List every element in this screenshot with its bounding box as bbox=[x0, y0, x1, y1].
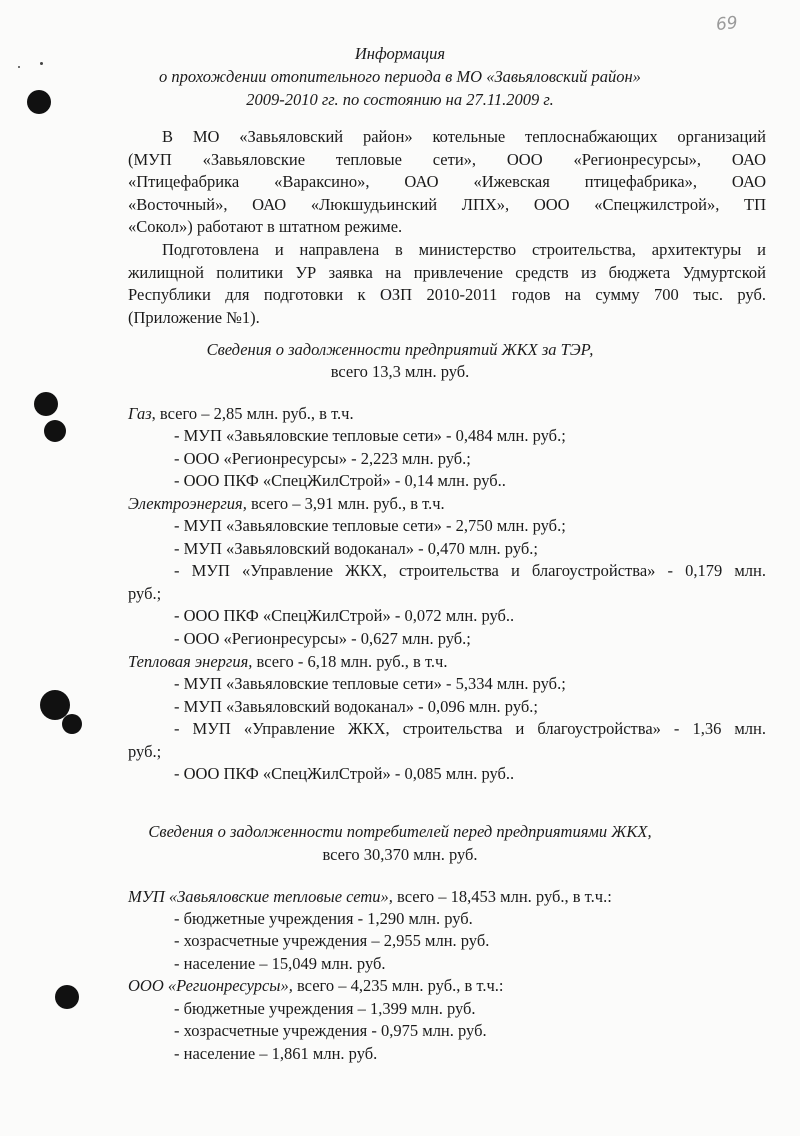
org-2-item: - население – 1,861 млн. руб. bbox=[174, 1044, 378, 1063]
document-subtitle: о прохождении отопительного периода в МО «Завьяловский район» bbox=[159, 67, 641, 86]
org-2-total: всего – 4,235 млн. руб., в т.ч.: bbox=[292, 976, 504, 995]
heat-label: Тепловая энергия, bbox=[128, 652, 253, 671]
electro-item: - ООО ПКФ «СпецЖилСтрой» - 0,072 млн. руб.. bbox=[174, 606, 515, 625]
paragraph-2-line: Подготовлена и направлена в министерство строительства, архитектуры и bbox=[162, 240, 766, 259]
org-1-item: - население – 15,049 млн. руб. bbox=[174, 954, 386, 973]
section-1-total: всего 13,3 млн. руб. bbox=[330, 362, 470, 381]
gas-total: , всего – 2,85 млн. руб., в т.ч. bbox=[151, 404, 354, 423]
electro-item: - МУП «Завьяловские тепловые сети» - 2,750 млн. руб.; bbox=[174, 516, 566, 535]
document-date-line: 2009-2010 гг. по состоянию на 27.11.2009 г. bbox=[246, 90, 554, 109]
org-2-header bbox=[128, 976, 504, 996]
heat-header bbox=[128, 652, 447, 672]
section-2-total: всего 30,370 млн. руб. bbox=[322, 845, 478, 864]
org-1-header bbox=[128, 887, 612, 907]
org-2-label: ООО «Регионресурсы», bbox=[128, 976, 293, 995]
gas-item: - ООО «Регионресурсы» - 2,223 млн. руб.; bbox=[174, 449, 471, 468]
punch-hole bbox=[55, 985, 79, 1009]
heat-item: - МУП «Завьяловский водоканал» - 0,096 млн. руб.; bbox=[174, 697, 538, 716]
paragraph-1-line: «Птицефабрика «Вараксино», ОАО «Ижевская птицефабрика», ОАО bbox=[128, 172, 766, 191]
heat-total: всего - 6,18 млн. руб., в т.ч. bbox=[252, 652, 448, 671]
paragraph-2-line: Республики для подготовки к ОЗП 2010-2011 годов на сумму 700 тыс. руб. bbox=[128, 285, 766, 304]
org-2-item: - хозрасчетные учреждения - 0,975 млн. руб. bbox=[174, 1021, 487, 1040]
gas-item: - МУП «Завьяловские тепловые сети» - 0,484 млн. руб.; bbox=[174, 426, 566, 445]
gas-item: - ООО ПКФ «СпецЖилСтрой» - 0,14 млн. руб.. bbox=[174, 471, 506, 490]
paragraph-1-line: «Сокол») работают в штатном режиме. bbox=[128, 217, 403, 236]
org-1-item: - бюджетные учреждения - 1,290 млн. руб. bbox=[174, 909, 473, 928]
paragraph-2-line: (Приложение №1). bbox=[128, 308, 260, 327]
section-2-title: Сведения о задолженности потребителей перед предприятиями ЖКХ, bbox=[148, 822, 652, 841]
paragraph-1-line: (МУП «Завьяловские тепловые сети», ООО «Регионресурсы», ОАО bbox=[128, 150, 766, 169]
electro-label: Электроэнергия, bbox=[128, 494, 247, 513]
paragraph-2-line: жилищной политики УР заявка на привлечение средств из бюджета Удмуртской bbox=[128, 263, 766, 282]
heat-item: - ООО ПКФ «СпецЖилСтрой» - 0,085 млн. руб.. bbox=[174, 764, 515, 783]
org-1-item: - хозрасчетные учреждения – 2,955 млн. руб. bbox=[174, 931, 490, 950]
heat-item-continuation: руб.; bbox=[128, 742, 162, 761]
heat-item: - МУП «Управление ЖКХ, строительства и благоустройства» - 1,36 млн. bbox=[174, 719, 766, 738]
punch-hole bbox=[34, 392, 58, 416]
org-1-label: МУП «Завьяловские тепловые сети», bbox=[128, 887, 393, 906]
electro-item: - ООО «Регионресурсы» - 0,627 млн. руб.; bbox=[174, 629, 471, 648]
org-2-item: - бюджетные учреждения – 1,399 млн. руб. bbox=[174, 999, 476, 1018]
electro-item: - МУП «Завьяловский водоканал» - 0,470 млн. руб.; bbox=[174, 539, 538, 558]
gas-label: Газ bbox=[128, 404, 152, 423]
heat-item: - МУП «Завьяловские тепловые сети» - 5,334 млн. руб.; bbox=[174, 674, 566, 693]
electro-total: всего – 3,91 млн. руб., в т.ч. bbox=[246, 494, 445, 513]
paragraph-1-line: «Восточный», ОАО «Люкшудьинский ЛПХ», ООО «Спецжилстрой», ТП bbox=[128, 195, 766, 214]
electro-item-continuation: руб.; bbox=[128, 584, 162, 603]
electro-item: - МУП «Управление ЖКХ, строительства и благоустройства» - 0,179 млн. bbox=[174, 561, 766, 580]
document-title: Информация bbox=[354, 44, 446, 63]
punch-hole bbox=[44, 420, 66, 442]
electro-header bbox=[128, 494, 445, 514]
org-1-total: всего – 18,453 млн. руб., в т.ч.: bbox=[392, 887, 612, 906]
handwritten-page-number: 69 bbox=[715, 12, 739, 36]
punch-hole bbox=[62, 714, 82, 734]
section-1-title: Сведения о задолженности предприятий ЖКХ за ТЭР, bbox=[206, 340, 594, 359]
gas-header bbox=[128, 404, 354, 424]
paragraph-1-line: В МО «Завьяловский район» котельные теплоснабжающих организаций bbox=[162, 127, 766, 146]
